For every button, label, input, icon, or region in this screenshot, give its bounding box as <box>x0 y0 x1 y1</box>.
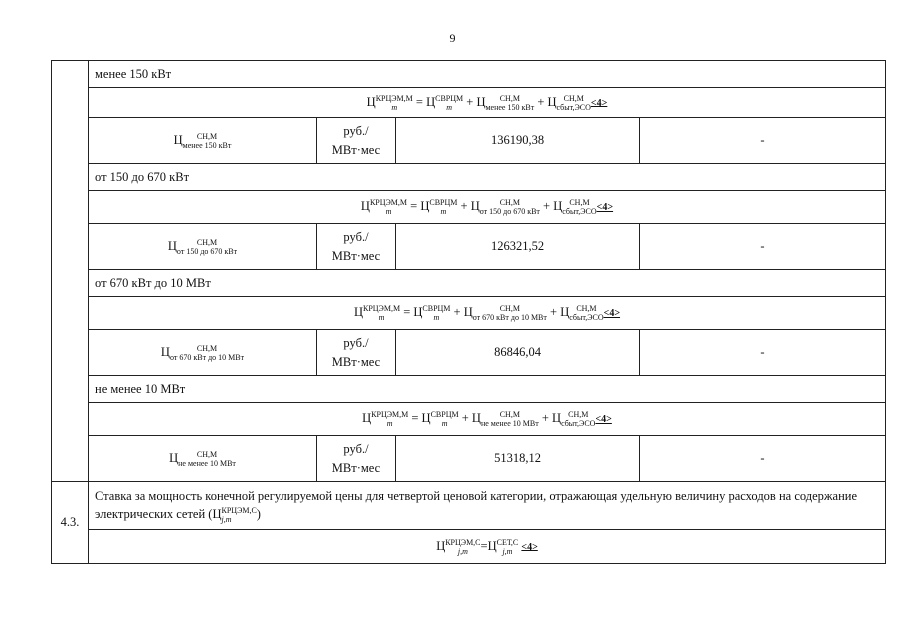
formula-symbol: Ц <box>160 344 170 359</box>
footnote-ref-link[interactable]: <4> <box>590 97 608 109</box>
unit-cell <box>317 224 396 270</box>
formula-symbol: Ц <box>420 198 430 213</box>
tariff-formula <box>354 304 620 322</box>
rate-value: 51318,12 <box>396 436 640 482</box>
formula-symbol: Ц <box>463 304 473 319</box>
rate-extra: - <box>640 224 886 270</box>
rate-value: 136190,38 <box>396 118 640 164</box>
formula-row <box>52 191 886 224</box>
rate-label-cell <box>89 224 317 270</box>
rate-extra: - <box>640 118 886 164</box>
formula-symbol: Ц <box>360 198 370 213</box>
formula-sup: СВРЦМ <box>430 410 459 419</box>
group-heading: от 150 до 670 кВт <box>89 164 886 191</box>
formula-sup: КРЦЭМ,С <box>445 537 481 547</box>
formula-symbol: Ц <box>169 450 179 465</box>
plus-sign: + <box>461 410 469 425</box>
rate-label <box>168 238 237 256</box>
page-number: 9 <box>449 31 456 45</box>
unit-cell <box>317 118 396 164</box>
formula-sub: сбыт,ЭСО <box>569 313 604 322</box>
formula-symbol: Ц <box>421 410 431 425</box>
rate-label-cell <box>89 330 317 376</box>
formula-sup: СН,М <box>499 198 520 207</box>
footnote-ref-link[interactable]: <4> <box>595 413 612 425</box>
section-number-cell <box>52 61 89 482</box>
section-description: Ставка за мощность конечной регулируемой цены для четвертой ценовой категории, отражающая удельную величину расходов на содержание электрических сетей ( <box>95 488 858 521</box>
formula-sup: СН,М <box>196 449 218 459</box>
formula-symbol: Ц <box>487 538 497 553</box>
formula-sub: j,m <box>502 546 513 556</box>
formula-symbol: Ц <box>547 94 557 109</box>
formula-sup: СН,М <box>196 343 218 353</box>
unit-line-1: руб./ <box>343 229 369 244</box>
formula-sub: m <box>441 419 448 428</box>
formula-sup: СН,М <box>568 410 589 419</box>
group-heading-row <box>52 376 886 403</box>
group-heading: не менее 10 МВт <box>89 376 886 403</box>
formula-sub: m <box>378 313 385 322</box>
value-row <box>52 224 886 270</box>
formula-sub: не менее 10 МВт <box>480 419 539 428</box>
formula-sub: сбыт,ЭСО <box>556 102 591 112</box>
equals-sign: = <box>410 198 418 213</box>
formula-row <box>52 530 886 564</box>
unit-line-2: МВт·мес <box>331 354 381 369</box>
formula-row <box>52 403 886 436</box>
formula-sup: СН,М <box>499 304 520 313</box>
rate-label <box>161 344 244 362</box>
equals-sign: = <box>411 410 419 425</box>
formula-cell <box>89 403 886 436</box>
formula-sub: m <box>446 102 452 112</box>
rate-value: 126321,52 <box>396 224 640 270</box>
tariff-formula <box>367 94 608 112</box>
formula-sup: СН,М <box>499 410 520 419</box>
formula-sub: от 670 кВт до 10 МВт <box>169 352 245 362</box>
value-row <box>52 330 886 376</box>
formula-cell <box>89 530 886 564</box>
section-4-3-row <box>52 482 886 530</box>
formula-sub: m <box>440 207 447 216</box>
formula-symbol: Ц <box>552 410 562 425</box>
rate-extra: - <box>640 436 886 482</box>
formula-sub: m <box>391 102 398 112</box>
formula-row <box>52 88 886 118</box>
formula-sup: КРЦЭМ,С <box>221 506 257 516</box>
unit-line-1: руб./ <box>343 123 369 138</box>
formula-symbol: Ц <box>413 304 423 319</box>
paren-close: ) <box>256 506 261 521</box>
formula-sub: сбыт,ЭСО <box>561 419 596 428</box>
formula-symbol: Ц <box>173 132 183 147</box>
formula-sup: СН,М <box>196 237 218 247</box>
plus-sign: + <box>453 304 461 319</box>
formula-cell <box>89 88 886 118</box>
formula-symbol: Ц <box>471 410 481 425</box>
formula-row <box>52 297 886 330</box>
formula-symbol: Ц <box>436 538 446 553</box>
formula-symbol: Ц <box>553 198 563 213</box>
rate-label-cell <box>89 118 317 164</box>
equals-sign: = <box>403 304 411 319</box>
formula-sup: СН,М <box>563 93 584 103</box>
formula-sub: не менее 10 МВт <box>178 458 236 468</box>
value-row <box>52 436 886 482</box>
formula-sup: СН,М <box>196 131 218 141</box>
formula-sup: СН,М <box>569 198 590 207</box>
plus-sign: + <box>466 94 474 109</box>
formula-sub: m <box>433 313 440 322</box>
formula-symbol: Ц <box>560 304 570 319</box>
formula-sub: от 150 до 670 кВт <box>176 246 238 256</box>
unit-line-2: МВт·мес <box>331 248 381 263</box>
value-row <box>52 118 886 164</box>
formula-sup: СН,М <box>576 304 597 313</box>
formula-sub: менее 150 кВт <box>485 102 535 112</box>
formula-sub: от 670 кВт до 10 МВт <box>472 313 547 322</box>
unit-line-1: руб./ <box>343 441 369 456</box>
formula-symbol: Ц <box>366 94 376 109</box>
unit-line-2: МВт·мес <box>331 460 381 475</box>
section-description-cell <box>89 482 886 530</box>
plus-sign: + <box>541 410 549 425</box>
formula-sup: КРЦЭМ,М <box>371 410 409 419</box>
formula-sup: КРЦЭМ,М <box>369 198 408 207</box>
plus-sign: + <box>543 198 551 213</box>
equals-sign: = <box>480 538 488 553</box>
plus-sign: + <box>460 198 468 213</box>
group-heading: менее 150 кВт <box>89 61 886 88</box>
unit-line-1: руб./ <box>343 335 369 350</box>
formula-symbol: Ц <box>470 198 480 213</box>
tariff-table <box>51 60 886 564</box>
formula-sub: сбыт,ЭСО <box>562 207 597 216</box>
formula-sup: СН,М <box>499 93 520 103</box>
formula-sub: m <box>385 207 392 216</box>
group-heading: от 670 кВт до 10 МВт <box>89 270 886 297</box>
unit-cell <box>317 330 396 376</box>
formula-symbol: Ц <box>212 506 222 521</box>
tariff-formula <box>361 198 613 216</box>
formula-cell <box>89 191 886 224</box>
formula-sub: j,m <box>457 546 468 556</box>
rate-extra: - <box>640 330 886 376</box>
rate-label <box>169 450 236 468</box>
unit-cell <box>317 436 396 482</box>
unit-line-2: МВт·мес <box>331 142 381 157</box>
formula-sup: СЕТ,С <box>496 537 519 547</box>
formula-symbol: Ц <box>167 238 177 253</box>
plus-sign: + <box>537 94 545 109</box>
formula-sup: СВРЦМ <box>422 304 451 313</box>
formula-sup: СВРЦМ <box>429 198 458 207</box>
formula-symbol: Ц <box>353 304 363 319</box>
formula-sub: менее 150 кВт <box>182 140 232 150</box>
formula-sup: СВРЦМ <box>435 93 464 103</box>
tariff-formula <box>362 410 612 428</box>
formula-sup: КРЦЭМ,М <box>375 93 413 103</box>
section-number: 4.3. <box>52 482 89 564</box>
formula-symbol: Ц <box>426 94 436 109</box>
equals-sign: = <box>415 94 423 109</box>
footnote-ref-link[interactable]: <4> <box>596 201 614 213</box>
rate-label <box>174 132 232 150</box>
plus-sign: + <box>550 304 558 319</box>
formula-symbol: Ц <box>362 410 372 425</box>
rate-label-cell <box>89 436 317 482</box>
formula-sub: от 150 до 670 кВт <box>479 207 540 216</box>
rate-value: 86846,04 <box>396 330 640 376</box>
formula-cell <box>89 297 886 330</box>
formula-symbol: Ц <box>476 94 486 109</box>
group-heading-row <box>52 164 886 191</box>
formula-sub: m <box>386 419 393 428</box>
footnote-ref-link[interactable]: <4> <box>521 541 538 553</box>
group-heading-row <box>52 270 886 297</box>
group-heading-row <box>52 61 886 88</box>
formula-sub: j,m <box>221 515 232 525</box>
formula-sup: КРЦЭМ,М <box>362 304 401 313</box>
network-formula <box>436 538 538 556</box>
footnote-ref-link[interactable]: <4> <box>603 307 621 319</box>
